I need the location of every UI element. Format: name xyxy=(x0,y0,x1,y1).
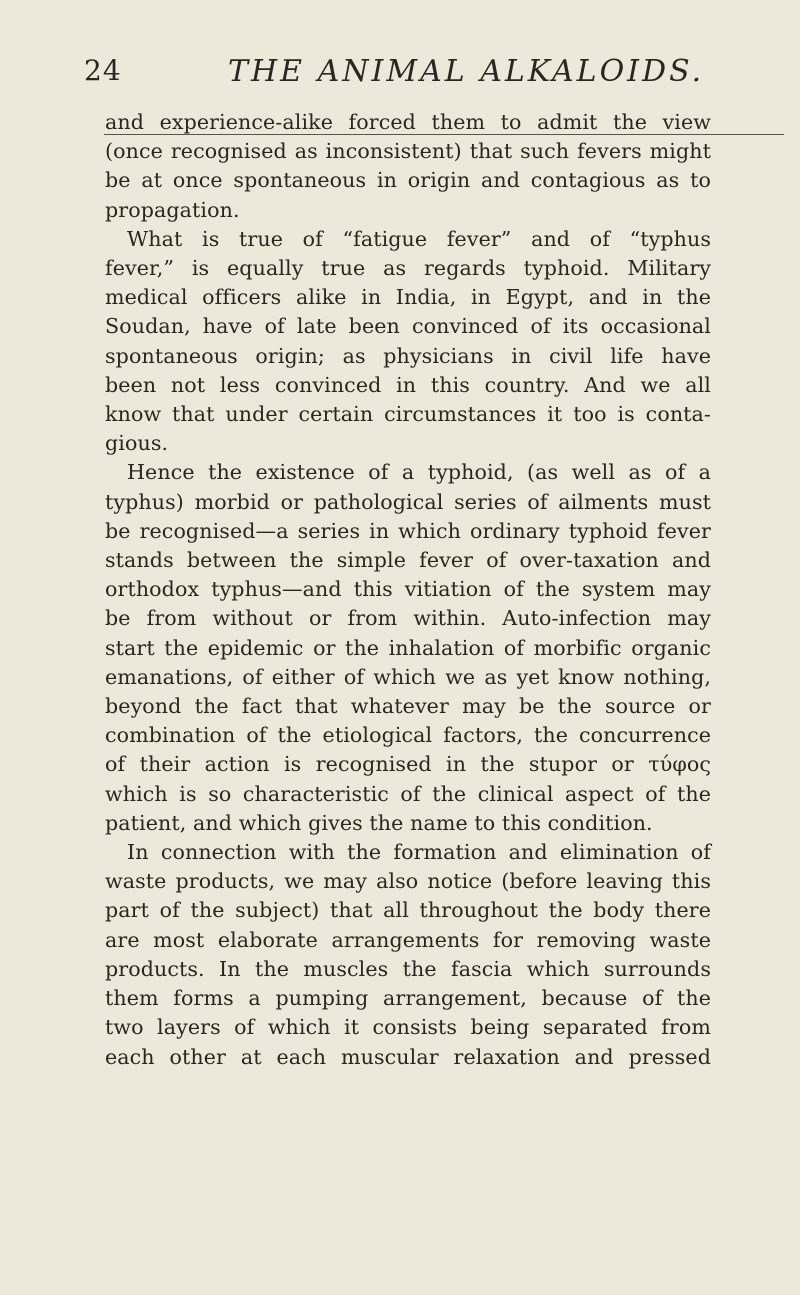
text-line: which is so characteristic of the clinical aspect of the xyxy=(105,781,711,806)
text-line: part of the subject) that all throughout the body there xyxy=(105,898,711,923)
text-line: What is true of “fatigue fever” and of “typhus xyxy=(127,226,711,251)
text-line: products. In the muscles the fascia which surrounds xyxy=(105,956,711,981)
paragraph-3 xyxy=(105,458,711,838)
text-line: typhus) morbid or pathological series of ailments must xyxy=(105,489,711,514)
paragraph-4 xyxy=(105,838,711,1072)
text-line: them forms a pumping arrangement, because of the xyxy=(105,986,711,1011)
text-line: be at once spontaneous in origin and contagious as to xyxy=(105,168,711,193)
text-line: are most elaborate arrangements for removing waste xyxy=(105,927,711,952)
text-line: know that under certain circumstances it too is conta- xyxy=(105,402,711,427)
text-line: combination of the etiological factors, the concurrence xyxy=(105,723,711,748)
page-header xyxy=(84,44,724,94)
text-line: waste products, we may also notice (before leaving this xyxy=(105,869,711,894)
body-text xyxy=(105,108,711,1072)
text-line: Hence the existence of a typhoid, (as well as of a xyxy=(127,460,711,485)
text-line: fever,” is equally true as regards typhoid. Military xyxy=(105,256,711,281)
text-line: of their action is recognised in the stupor or τύφος xyxy=(105,752,711,777)
text-line: patient, and which gives the name to this condition. xyxy=(105,810,653,835)
text-line: In connection with the formation and elimination of xyxy=(127,840,711,865)
text-line: start the epidemic or the inhalation of morbific organic xyxy=(105,635,711,660)
text-line: (once recognised as inconsistent) that such fevers might xyxy=(105,139,711,164)
text-line: Soudan, have of late been convinced of its occasional xyxy=(105,314,711,339)
paragraph-1 xyxy=(105,108,711,225)
text-line: stands between the simple fever of over-taxation and xyxy=(105,548,711,573)
paragraph-2 xyxy=(105,225,711,459)
text-line: be from without or from within. Auto-infection may xyxy=(105,606,711,631)
text-line: gious. xyxy=(105,431,169,456)
text-line: spontaneous origin; as physicians in civil life have xyxy=(105,343,711,368)
text-line: each other at each muscular relaxation and pressed xyxy=(105,1044,711,1069)
text-line: orthodox typhus—and this vitiation of the system may xyxy=(105,577,711,602)
page-number: 24 xyxy=(84,54,122,87)
text-line: two layers of which it consists being separated from xyxy=(105,1015,711,1040)
text-line: emanations, of either of which we as yet know nothing, xyxy=(105,664,711,689)
text-line: been not less convinced in this country. And we all xyxy=(105,372,711,397)
text-line: be recognised—a series in which ordinary typhoid fever xyxy=(105,518,711,543)
text-line: medical officers alike in India, in Egypt, and in the xyxy=(105,285,711,310)
text-line: propagation. xyxy=(105,197,240,222)
text-line: and experience-alike forced them to admit the view xyxy=(105,110,711,134)
text-line: beyond the fact that whatever may be the source or xyxy=(105,694,711,719)
running-title: THE ANIMAL ALKALOIDS. xyxy=(228,54,705,89)
